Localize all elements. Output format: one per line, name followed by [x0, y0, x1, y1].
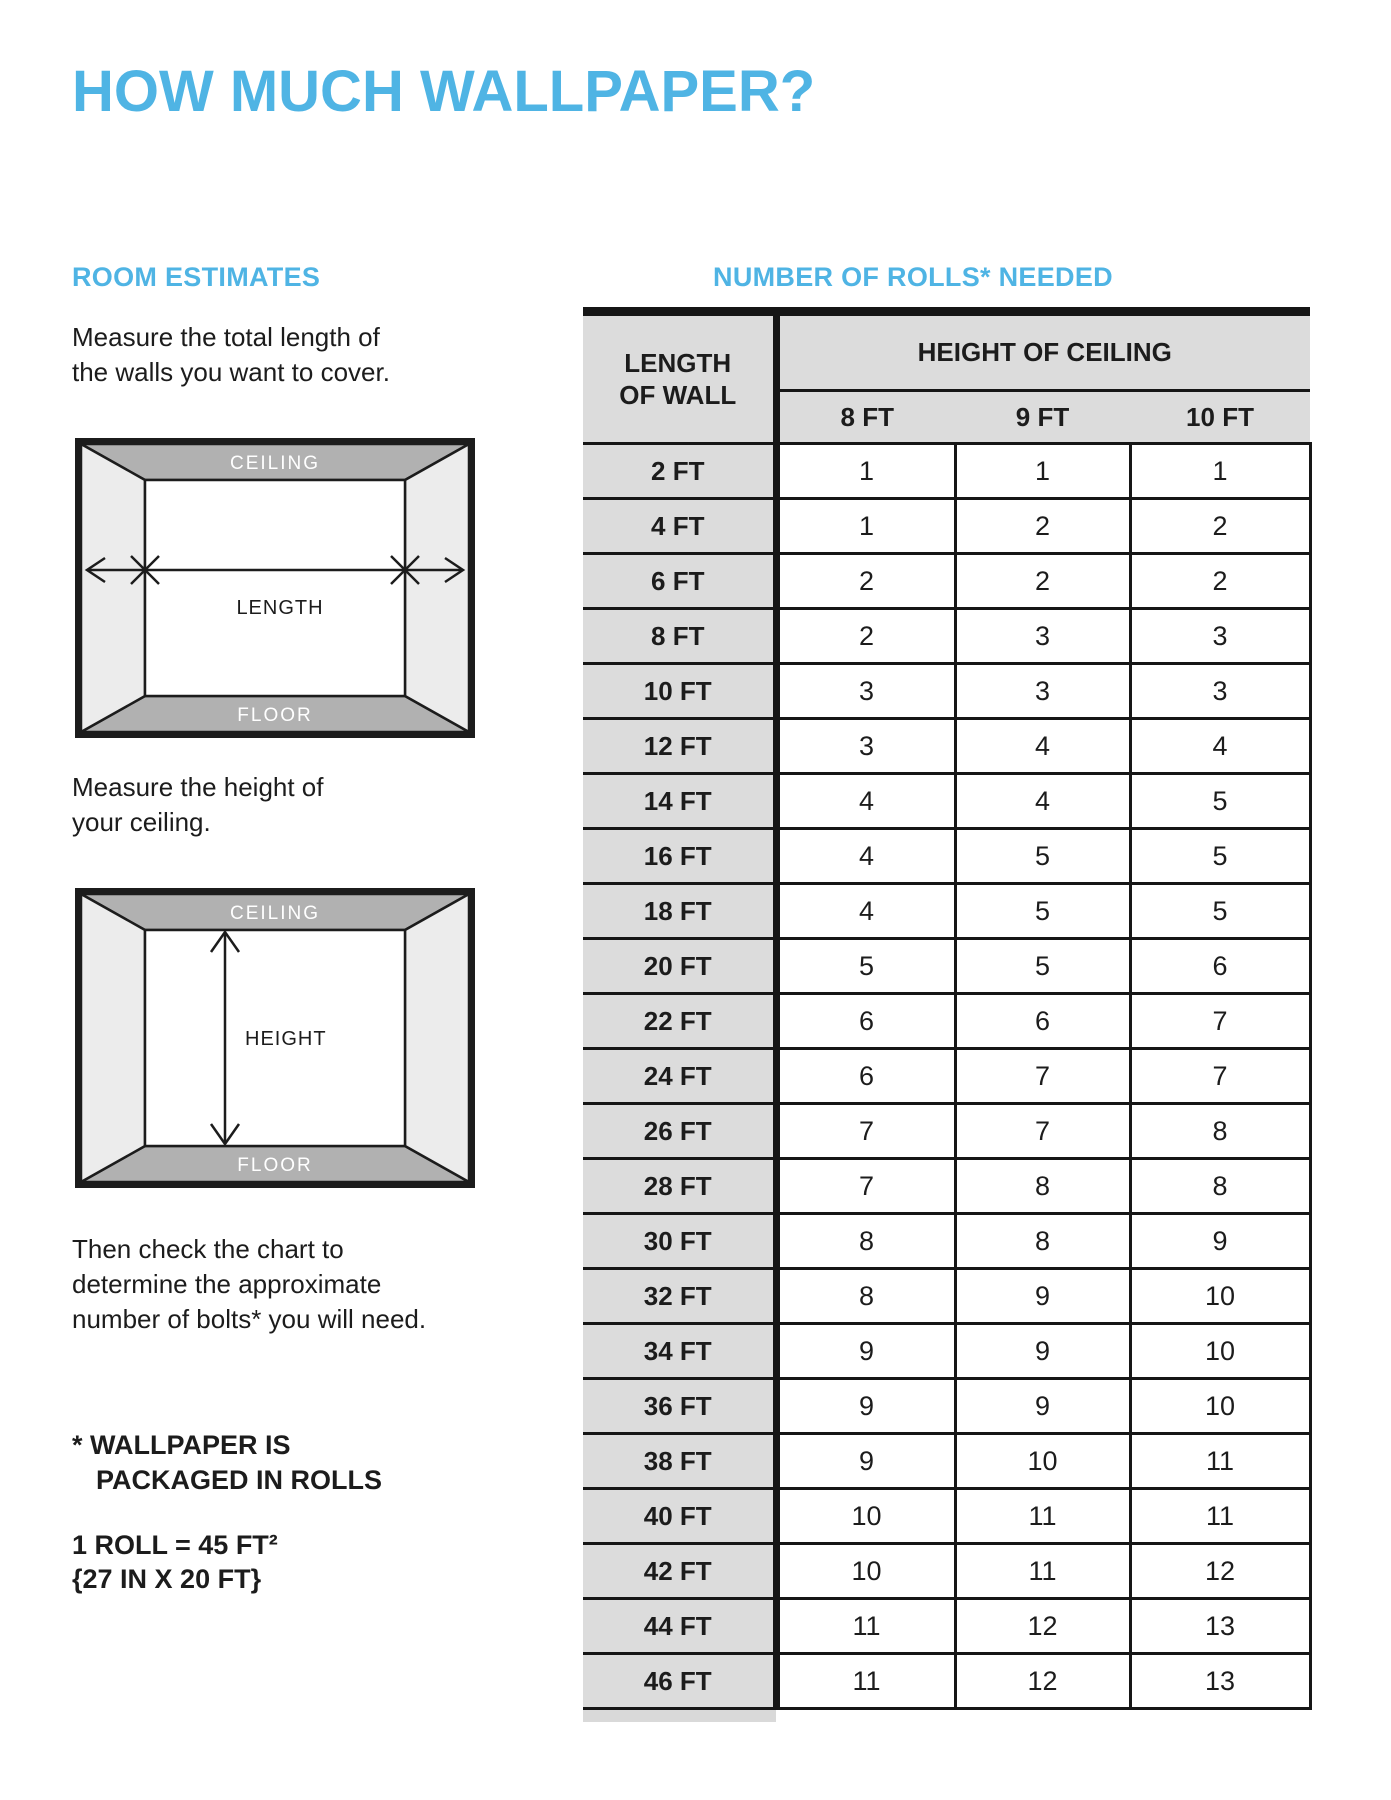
row-length-cell: 44 FT [583, 1599, 776, 1654]
rolls-value-cell: 8 [776, 1214, 955, 1269]
rolls-value-cell: 11 [955, 1489, 1130, 1544]
footnote-line2: PACKAGED IN ROLLS [96, 1465, 383, 1495]
rolls-table-section [583, 307, 1312, 1722]
step3-line3: number of bolts* you will need. [72, 1304, 427, 1334]
rolls-value-cell: 6 [1130, 939, 1310, 994]
left-wall-panel [81, 444, 145, 732]
rolls-value-cell: 3 [1130, 664, 1310, 719]
rolls-value-cell: 10 [776, 1489, 955, 1544]
row-length-cell: 40 FT [583, 1489, 776, 1544]
rolls-value-cell: 7 [1130, 1049, 1310, 1104]
row-length-cell: 26 FT [583, 1104, 776, 1159]
roll-info-line1: 1 ROLL = 45 FT² [72, 1530, 278, 1560]
rolls-needed-heading: NUMBER OF ROLLS* NEEDED [713, 262, 1113, 292]
row-length-cell: 32 FT [583, 1269, 776, 1324]
ceiling-label: CEILING [229, 453, 321, 474]
rolls-value-cell: 9 [955, 1379, 1130, 1434]
rolls-value-cell: 1 [955, 444, 1130, 499]
table-row [583, 1324, 1310, 1379]
rolls-value-cell: 4 [955, 719, 1130, 774]
step1-text [72, 320, 390, 390]
rolls-value-cell: 4 [776, 829, 955, 884]
rolls-value-cell: 11 [1130, 1434, 1310, 1489]
table-row [583, 774, 1310, 829]
rolls-value-cell: 5 [1130, 774, 1310, 829]
table-row [583, 1654, 1310, 1709]
rolls-value-cell: 9 [776, 1379, 955, 1434]
step3-line1: Then check the chart to [72, 1234, 344, 1264]
right-wall-panel [405, 444, 469, 732]
length-room-diagram-svg [75, 438, 475, 738]
step1-line1: Measure the total length of [72, 322, 380, 352]
floor-label: FLOOR [237, 705, 313, 726]
roll-info-line2: {27 IN X 20 FT} [72, 1564, 262, 1594]
rolls-value-cell: 11 [955, 1544, 1130, 1599]
row-length-cell: 34 FT [583, 1324, 776, 1379]
right-wall-panel [405, 894, 469, 1182]
step1-line2: the walls you want to cover. [72, 357, 390, 387]
table-row [583, 1379, 1310, 1434]
rolls-value-cell: 11 [1130, 1489, 1310, 1544]
rolls-value-cell: 4 [1130, 719, 1310, 774]
row-length-cell: 18 FT [583, 884, 776, 939]
rolls-value-cell: 2 [1130, 499, 1310, 554]
step3-text [72, 1232, 426, 1337]
rolls-value-cell: 2 [776, 554, 955, 609]
length-room-diagram [75, 438, 475, 743]
rolls-value-cell: 13 [1130, 1599, 1310, 1654]
rolls-value-cell: 4 [776, 774, 955, 829]
table-row [583, 1159, 1310, 1214]
rolls-value-cell: 5 [955, 829, 1130, 884]
table-row [583, 994, 1310, 1049]
table-row [583, 939, 1310, 994]
rolls-value-cell: 1 [1130, 444, 1310, 499]
step2-line2: your ceiling. [72, 807, 211, 837]
rolls-value-cell: 8 [776, 1269, 955, 1324]
height-room-diagram-svg [75, 888, 475, 1188]
rolls-value-cell: 8 [1130, 1104, 1310, 1159]
column-header-10ft: 10 FT [1130, 391, 1310, 444]
table-row [583, 1489, 1310, 1544]
rolls-value-cell: 5 [776, 939, 955, 994]
row-length-cell: 42 FT [583, 1544, 776, 1599]
row-length-cell: 6 FT [583, 554, 776, 609]
table-row [583, 554, 1310, 609]
rolls-value-cell: 8 [955, 1214, 1130, 1269]
rolls-value-cell: 7 [776, 1159, 955, 1214]
column-header-9ft: 9 FT [955, 391, 1130, 444]
table-footer-gray-tab [583, 1710, 776, 1722]
rolls-value-cell: 5 [1130, 884, 1310, 939]
rolls-value-cell: 3 [955, 609, 1130, 664]
table-row [583, 609, 1310, 664]
step3-line2: determine the approximate [72, 1269, 382, 1299]
row-length-cell: 46 FT [583, 1654, 776, 1709]
rolls-value-cell: 3 [776, 664, 955, 719]
rolls-value-cell: 5 [955, 884, 1130, 939]
rolls-value-cell: 2 [1130, 554, 1310, 609]
rolls-value-cell: 7 [776, 1104, 955, 1159]
rolls-table-header [583, 312, 1310, 444]
length-header-line1: LENGTH [624, 348, 732, 378]
rolls-value-cell: 5 [1130, 829, 1310, 884]
wallpaper-footnote [72, 1428, 382, 1498]
rolls-value-cell: 4 [776, 884, 955, 939]
rolls-value-cell: 2 [955, 499, 1130, 554]
rolls-value-cell: 1 [776, 444, 955, 499]
rolls-value-cell: 12 [955, 1599, 1130, 1654]
left-wall-panel [81, 894, 145, 1182]
floor-label: FLOOR [237, 1155, 313, 1176]
row-length-cell: 12 FT [583, 719, 776, 774]
length-of-wall-header [583, 312, 776, 444]
height-of-ceiling-header: HEIGHT OF CEILING [776, 312, 1310, 391]
rolls-value-cell: 8 [1130, 1159, 1310, 1214]
table-row [583, 1049, 1310, 1104]
height-room-diagram [75, 888, 475, 1193]
table-row [583, 1434, 1310, 1489]
table-row [583, 1214, 1310, 1269]
rolls-value-cell: 13 [1130, 1654, 1310, 1709]
row-length-cell: 16 FT [583, 829, 776, 884]
rolls-value-cell: 9 [776, 1324, 955, 1379]
rolls-value-cell: 6 [776, 1049, 955, 1104]
rolls-value-cell: 11 [776, 1599, 955, 1654]
rolls-value-cell: 10 [1130, 1379, 1310, 1434]
step2-line1: Measure the height of [72, 772, 324, 802]
rolls-value-cell: 11 [776, 1654, 955, 1709]
height-label: HEIGHT [245, 1028, 327, 1050]
row-length-cell: 22 FT [583, 994, 776, 1049]
step2-text [72, 770, 324, 840]
rolls-value-cell: 2 [955, 554, 1130, 609]
rolls-value-cell: 9 [955, 1324, 1130, 1379]
ceiling-label: CEILING [229, 903, 321, 924]
rolls-value-cell: 3 [1130, 609, 1310, 664]
row-length-cell: 2 FT [583, 444, 776, 499]
table-row [583, 664, 1310, 719]
row-length-cell: 20 FT [583, 939, 776, 994]
row-length-cell: 14 FT [583, 774, 776, 829]
rolls-value-cell: 8 [955, 1159, 1130, 1214]
rolls-value-cell: 7 [1130, 994, 1310, 1049]
rolls-table [583, 307, 1312, 1710]
page-title: HOW MUCH WALLPAPER? [72, 59, 816, 124]
length-label: LENGTH [236, 597, 324, 619]
rolls-value-cell: 3 [776, 719, 955, 774]
rolls-value-cell: 5 [955, 939, 1130, 994]
rolls-value-cell: 12 [1130, 1544, 1310, 1599]
column-header-8ft: 8 FT [776, 391, 955, 444]
roll-size-info [72, 1528, 278, 1596]
rolls-value-cell: 10 [1130, 1269, 1310, 1324]
footnote-line1: * WALLPAPER IS [72, 1430, 291, 1460]
row-length-cell: 38 FT [583, 1434, 776, 1489]
row-length-cell: 10 FT [583, 664, 776, 719]
rolls-value-cell: 7 [955, 1104, 1130, 1159]
rolls-value-cell: 9 [776, 1434, 955, 1489]
back-wall-panel [145, 480, 405, 696]
rolls-value-cell: 6 [776, 994, 955, 1049]
rolls-value-cell: 9 [1130, 1214, 1310, 1269]
table-row [583, 1599, 1310, 1654]
rolls-value-cell: 3 [955, 664, 1130, 719]
row-length-cell: 28 FT [583, 1159, 776, 1214]
rolls-value-cell: 10 [776, 1544, 955, 1599]
row-length-cell: 8 FT [583, 609, 776, 664]
rolls-value-cell: 9 [955, 1269, 1130, 1324]
row-length-cell: 4 FT [583, 499, 776, 554]
table-row [583, 1269, 1310, 1324]
table-row [583, 1104, 1310, 1159]
length-header-line2: OF WALL [619, 380, 737, 410]
table-row [583, 719, 1310, 774]
rolls-value-cell: 10 [1130, 1324, 1310, 1379]
rolls-table-body [583, 444, 1310, 1709]
rolls-value-cell: 7 [955, 1049, 1130, 1104]
rolls-value-cell: 4 [955, 774, 1130, 829]
room-estimates-heading: ROOM ESTIMATES [72, 262, 321, 292]
table-row [583, 829, 1310, 884]
rolls-value-cell: 10 [955, 1434, 1130, 1489]
rolls-value-cell: 1 [776, 499, 955, 554]
table-row [583, 884, 1310, 939]
row-length-cell: 36 FT [583, 1379, 776, 1434]
table-row [583, 499, 1310, 554]
row-length-cell: 30 FT [583, 1214, 776, 1269]
rolls-value-cell: 12 [955, 1654, 1130, 1709]
table-row [583, 1544, 1310, 1599]
rolls-value-cell: 6 [955, 994, 1130, 1049]
table-row [583, 444, 1310, 499]
row-length-cell: 24 FT [583, 1049, 776, 1104]
rolls-value-cell: 2 [776, 609, 955, 664]
